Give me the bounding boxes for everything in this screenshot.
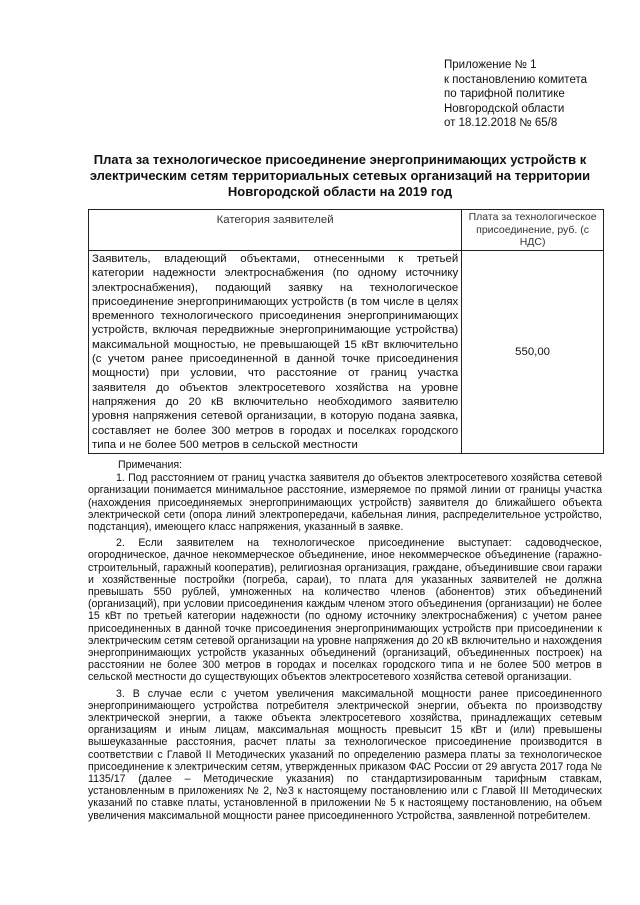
appendix-line: по тарифной политике xyxy=(444,88,565,100)
appendix-header xyxy=(444,58,614,131)
table-row xyxy=(89,251,604,454)
appendix-line: Новгородской области xyxy=(444,102,565,115)
document-title: Плата за технологическое присоединение энергопринимающих устройств к электрическим сетям территориальных сетевых организаций на территории Новгородской области на 2019 год xyxy=(89,152,591,199)
header-fee: Плата за технологическое присоединение, руб. (с НДС) xyxy=(462,210,604,251)
fee-value: 550,00 xyxy=(462,251,604,454)
notes-title: Примечания: xyxy=(118,459,183,471)
note-item: 1. Под расстоянием от границ участка заявителя до объектов электросетевого хозяйства сетевой организации понимается минимальное расстояние, измеряемое по прямой линии от границы участка (нахождения присоединяемых энергопринимающих устройств) заявителя до ближайшего объекта электрической сети (опора линий электропередачи, кабельная линия, распределительное устройство, подстанция), имеющего класс напряжения, указанный в заявке. xyxy=(88,472,602,534)
appendix-line: Приложение № 1 xyxy=(444,59,537,71)
header-category: Категория заявителей xyxy=(89,210,462,251)
applicant-category-description: Заявитель, владеющий объектами, отнесенными к третьей категории надежности электроснабжения (по одному источнику электроснабжения), подающий заявку на технологическое присоединение энергопринимающих устройств (в том числе в целях временного технологического присоединения энергопринимающих устройств, включая передвижные энергопринимающие устройства) максимальной мощностью, не превышающей 15 кВт включительно (с учетом ранее присоединенной в данной точке присоединения мощности) при условии, что расстояние от границ участка заявителя до объектов электросетевого хозяйства на уровне напряжения до 20 кВ включительно необходимого заявителю уровня напряжения сетевой организации, в которую подана заявка, составляет не более 300 метров в городах и поселках городского типа и не более 500 метров в сельской местности xyxy=(89,251,462,454)
note-item: 3. В случае если с учетом увеличения максимальной мощности ранее присоединенного энергопринимающего устройства потребителя электрической энергии, объекта по производству электрической энергии, а также объекта электросетевого хозяйства, принадлежащих сетевым организациям и иным лицам, максимальная мощность превысит 15 кВт и (или) превышены вышеуказанные расстояния, расчет платы за технологическое присоединение производится в соответствии с Главой II Методических указаний по определению размера платы за технологическое присоединение к электрическим сетям, утвержденных приказом ФАС России от 29 августа 2017 года № 1135/17 (далее – Методические указания) по стандартизированным тарифным ставкам, установленным в приложениях № 2, №3 к настоящему постановлению или с Главой III Методических указаний по ставке платы, установленной в приложении № 5 к настоящему постановлению, на объем увеличения максимальной мощности ранее присоединенного Устройства, заявленной потребителем. xyxy=(88,687,602,822)
appendix-line: от 18.12.2018 № 65/8 xyxy=(444,117,558,129)
notes-section xyxy=(88,459,602,826)
fee-table xyxy=(88,209,604,454)
note-item: 2. Если заявителем на технологическое присоединение выступает: садоводческое, огородническое, дачное некоммерческое объединение, иное некоммерческое объединение (гаражно-строительный, гаражный кооператив), религиозная организация, граждане, объединившие свои гаражи и хозяйственные постройки (погреба, сараи), то плата для указанных заявителей не должна превышать 550 рублей, умноженных на количество членов (абонентов) этих объединений (организаций), при условии присоединения каждым членом этого объединения (организации) не более 15 кВт по третьей категории надежности (по одному источнику электроснабжения) с учетом ранее присоединенных в данной точке присоединения энергопринимающих устройств при присоединении к электрическим сетям сетевой организации на уровне напряжения до 20 кВ включительно и нахождения энергопринимающих устройств указанных объединений (организаций, объединенных построек) на расстоянии не более 300 метров в городах и поселках городского типа и не более 500 метров в сельской местности до существующих объектов электросетевого хозяйства сетевой организации. xyxy=(88,537,602,684)
table-header-row xyxy=(89,210,604,251)
appendix-line: к постановлению комитета xyxy=(444,73,587,86)
